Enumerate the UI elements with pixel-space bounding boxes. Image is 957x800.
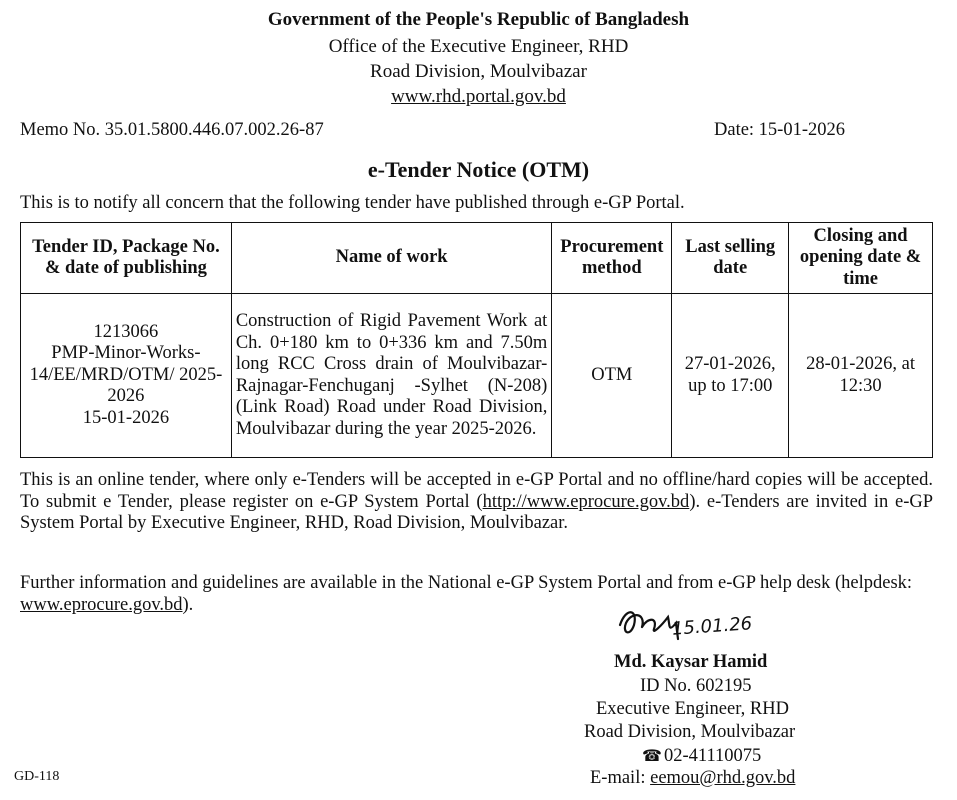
signatory-name: Md. Kaysar Hamid xyxy=(614,652,768,672)
header-last-selling-date: Last selling date xyxy=(672,223,789,294)
signatory-division: Road Division, Moulvibazar xyxy=(584,722,796,742)
para2-text-a: Further information and guidelines are available in the National e-GP System Portal and from e-GP help desk (helpdesk: xyxy=(20,573,913,593)
email-line xyxy=(590,768,795,790)
para1-text-b: ). e-Tenders are invited in e-GP System Portal by Executive Engineer, RHD, Road Division, Moulvibazar. xyxy=(20,491,934,533)
cell-last-selling-date: 27-01-2026, up to 17:00 xyxy=(672,294,789,458)
header-name-of-work: Name of work xyxy=(231,223,551,294)
office-name: Office of the Executive Engineer, RHD xyxy=(328,36,629,57)
header-procurement-method: Procurement method xyxy=(552,223,672,294)
signatory-id: ID No. 602195 xyxy=(640,676,752,696)
header-tender-id: Tender ID, Package No. & date of publishing xyxy=(21,223,232,294)
table-row xyxy=(21,294,933,458)
memo-date: Date: 15-01-2026 xyxy=(714,120,846,140)
cell-tender-id xyxy=(21,294,232,458)
phone-line xyxy=(642,745,761,768)
cell-closing-opening: 28-01-2026, at 12:30 xyxy=(789,294,933,458)
guidelines-paragraph xyxy=(20,573,933,616)
footer-code: GD-118 xyxy=(14,769,60,784)
memo-number: Memo No. 35.01.5800.446.07.002.26-87 xyxy=(20,120,324,140)
para2-text-b: ). xyxy=(182,594,194,615)
signature-date: 15.01.26 xyxy=(671,613,753,640)
website-link[interactable]: www.rhd.portal.gov.bd xyxy=(391,86,566,107)
eprocure-link[interactable]: http://www.eprocure.gov.bd xyxy=(482,491,690,512)
email-label: E-mail: xyxy=(590,768,651,788)
package-number: PMP-Minor-Works-14/EE/MRD/OTM/ 2025-2026 xyxy=(29,343,223,407)
publish-date: 15-01-2026 xyxy=(82,407,170,428)
signatory-designation: Executive Engineer, RHD xyxy=(596,699,789,719)
tender-id: 1213066 xyxy=(93,321,159,342)
notice-title: e-Tender Notice (OTM) xyxy=(367,157,590,182)
para1-text-a: This is an online tender, where only e-Tenders will be accepted in e-GP Portal and no offline/hard copies will be accepted. To submit e Tender, please register on e-GP System Portal ( xyxy=(20,470,933,512)
government-title: Government of the People's Republic of Bangladesh xyxy=(267,9,690,30)
table-header-row xyxy=(21,223,933,294)
phone-number: 02-41110075 xyxy=(664,746,762,766)
cell-name-of-work: Construction of Rigid Pavement Work at Ch. 0+180 km to 0+336 km and 7.50m long RCC Cross drain of Moulvibazar-Rajnagar-Fenchuganj -Sylhet (N-208) (Link Road) Road under Road Division, Moulvibazar during the year 2025-2026. xyxy=(231,294,551,458)
intro-text: This is to notify all concern that the following tender have published through e-GP Portal. xyxy=(20,193,685,213)
online-tender-paragraph xyxy=(20,470,933,535)
division-name: Road Division, Moulvibazar xyxy=(370,61,587,82)
telephone-icon: ☎ xyxy=(642,746,662,765)
tender-table xyxy=(20,222,933,458)
email-link[interactable]: eemou@rhd.gov.bd xyxy=(650,768,796,788)
header-closing-opening: Closing and opening date & time xyxy=(789,223,933,294)
helpdesk-link[interactable]: www.eprocure.gov.bd xyxy=(20,594,183,615)
cell-procurement-method: OTM xyxy=(552,294,672,458)
